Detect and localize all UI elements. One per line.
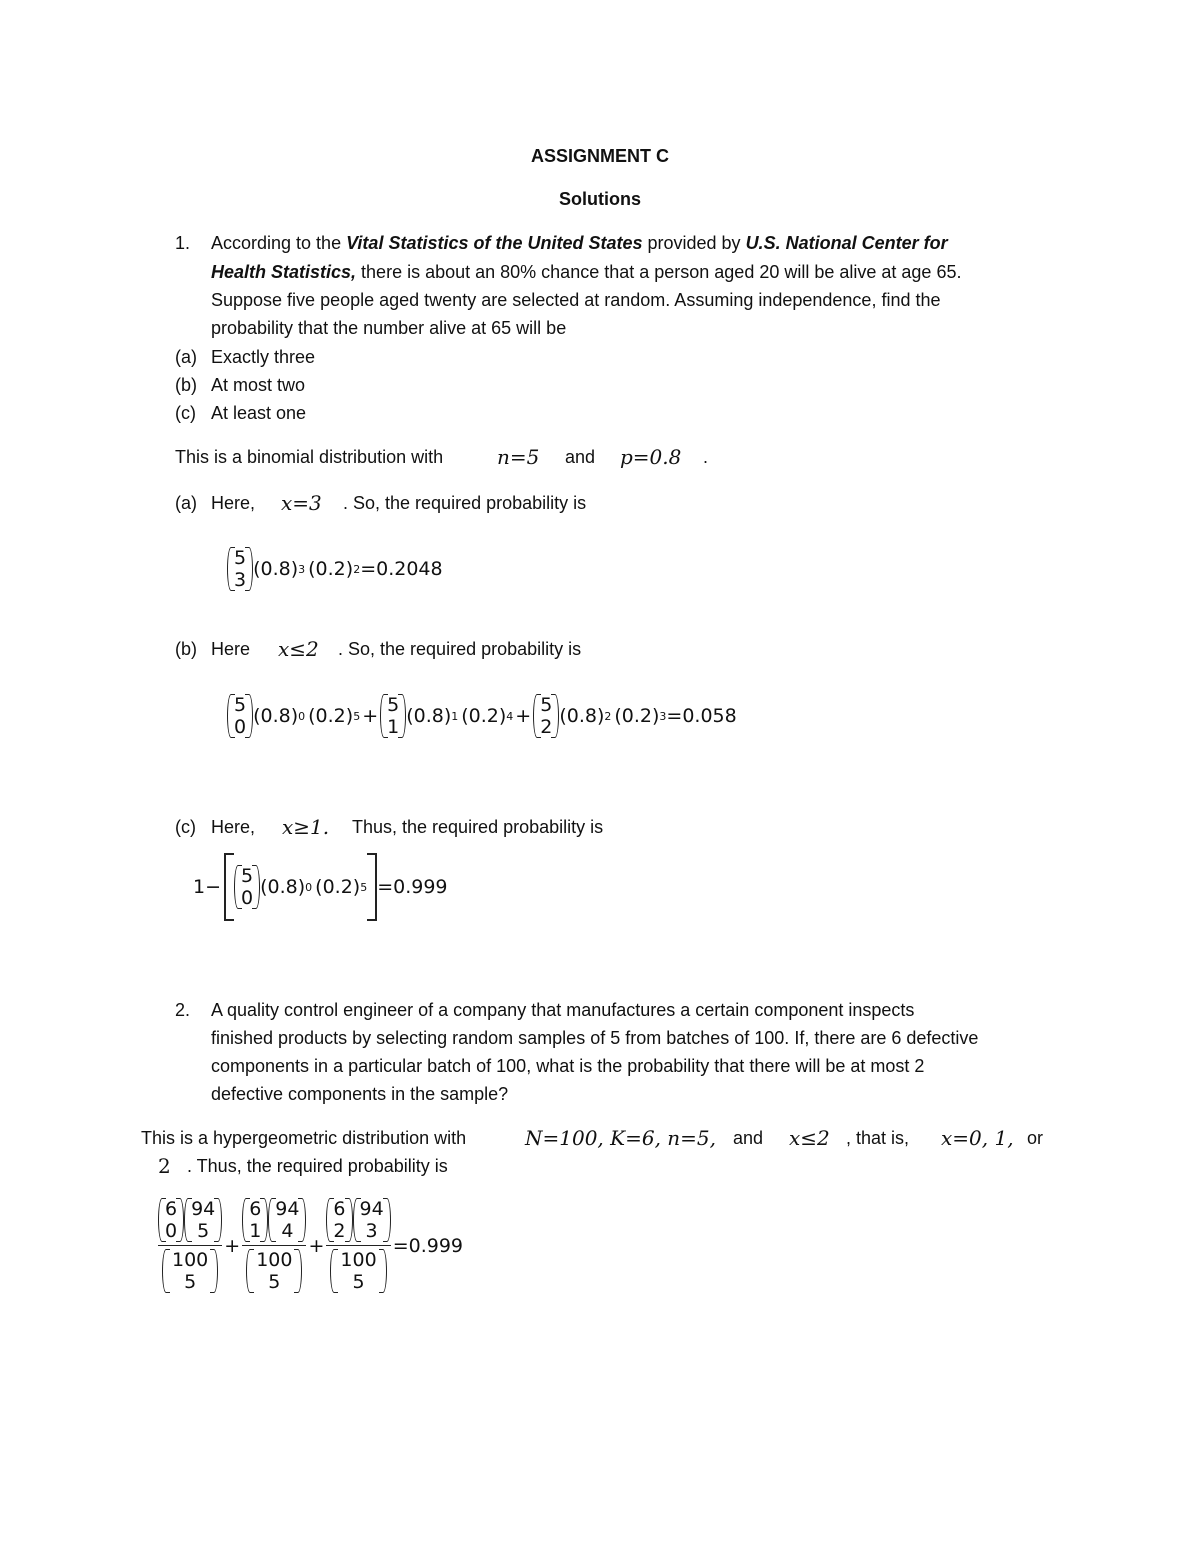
q2-intro-or: or [1027,1128,1044,1148]
q1-intro-text: This is a binomial distribution with [175,447,444,467]
q2-intro-and: and [733,1128,764,1148]
part-label: (c) [175,403,196,423]
q1-source-org: U.S. National Center for [745,233,948,253]
q1-intro-and: and [565,447,596,467]
q1a-here: Here, [211,493,256,513]
factor: (0.8) [559,705,605,727]
q1a-equation [227,547,443,591]
factor: (0.8) [253,558,299,580]
q1b-label: (b) [175,639,197,659]
q1-part-a-text: Exactly three [211,347,316,367]
q1-part-c [175,403,196,424]
binomial-coefficient: 94 5 [184,1198,222,1242]
lead-term: 1− [193,876,222,898]
page-subtitle: Solutions [559,189,641,209]
exponent: 5 [360,880,368,894]
q1c-equation [193,853,448,921]
factor: (0.8) [406,705,452,727]
fraction-term [242,1198,306,1293]
q1-line-4: probability that the number alive at 65 will be [211,318,567,338]
result: =0.058 [666,705,737,727]
q1-intro-dot: . [703,447,709,467]
exponent: 2 [604,709,612,723]
binomial-coefficient: 5 1 [380,694,406,738]
q2-intro-text: This is a hypergeometric distribution with [141,1128,467,1148]
factor: (0.8) [260,876,306,898]
q1-part-a [175,347,197,368]
q1-line-3: Suppose five people aged twenty are selected at random. Assuming independence, find the [211,290,941,310]
plus-sign: + [515,705,532,727]
q2-intro-params: N=100, K=6, n=5, [525,1126,717,1150]
factor: (0.2) [614,705,660,727]
exponent: 4 [506,709,514,723]
plus-sign: + [308,1234,325,1257]
q2-equation [158,1198,463,1293]
result: =0.999 [392,1234,464,1257]
binomial-coefficient: 100 5 [162,1249,218,1293]
q2-line-two: 2 [158,1154,171,1178]
factor: (0.2) [461,705,507,727]
q1-intro-p: p=0.8 [620,445,682,469]
factor: (0.2) [315,876,361,898]
q2-line-3: components in a particular batch of 100, what is the probability that there will be at most 2 [211,1056,925,1076]
exponent: 2 [353,562,361,576]
q1-text: there is about an 80% chance that a person aged 20 will be alive at age 65. [356,262,962,282]
left-bracket [224,853,234,921]
q1-part-b [175,375,197,396]
exponent: 0 [298,709,306,723]
q1a-condition: x=3 [281,491,322,515]
q1-line-2 [211,262,961,283]
q1c-label: (c) [175,817,196,837]
q1-part-c-text: At least one [211,403,307,423]
q2-intro-that: , that is, [846,1128,910,1148]
q1a-rest: . So, the required probability is [343,493,587,513]
plus-sign: + [224,1234,241,1257]
fraction-bar [158,1245,222,1246]
q1-number: 1. [175,233,191,253]
q1-text: provided by [642,233,746,253]
q2-intro-vals: x=0, 1, [941,1126,1014,1150]
binomial-coefficient: 6 0 [158,1198,184,1242]
plus-sign: + [362,705,379,727]
exponent: 0 [305,880,313,894]
exponent: 3 [298,562,306,576]
fraction-bar [326,1245,390,1246]
page-title: ASSIGNMENT C [530,146,669,166]
binomial-coefficient: 100 5 [330,1249,386,1293]
q1-part-b-text: At most two [211,375,306,395]
q1b-rest: . So, the required probability is [338,639,582,659]
factor: (0.2) [308,558,354,580]
q1-source-org: Health Statistics, [211,262,357,282]
q2-line-2: finished products by selecting random samples of 5 from batches of 100. If, there are 6 defective [211,1028,979,1048]
q1b-here: Here [211,639,251,659]
result: =0.2048 [360,558,443,580]
q1-text: According to the [211,233,347,253]
binomial-coefficient: 94 4 [268,1198,306,1242]
binomial-coefficient: 5 2 [533,694,559,738]
binomial-coefficient: 5 0 [234,865,260,909]
binomial-coefficient: 94 3 [353,1198,391,1242]
factor: (0.8) [253,705,299,727]
right-bracket [367,853,377,921]
binomial-coefficient: 5 3 [227,547,253,591]
q1a-label: (a) [175,493,197,513]
result: =0.999 [377,876,448,898]
q1b-condition: x≤2 [278,637,319,661]
exponent: 1 [451,709,459,723]
part-label: (a) [175,347,197,367]
q1-source-title: Vital Statistics of the United States [346,233,643,253]
fraction-bar [242,1245,306,1246]
q2-line-1: A quality control engineer of a company that manufactures a certain component inspects [211,1000,915,1020]
binomial-coefficient: 5 0 [227,694,253,738]
part-label: (b) [175,375,197,395]
factor: (0.2) [308,705,354,727]
q2-intro-cond: x≤2 [789,1126,830,1150]
binomial-coefficient: 6 1 [242,1198,268,1242]
binomial-coefficient: 100 5 [246,1249,302,1293]
q1-line-1 [211,233,948,254]
q1-intro-n: n=5 [497,445,540,469]
q2-line-4: defective components in the sample? [211,1084,509,1104]
exponent: 5 [353,709,361,723]
binomial-coefficient: 6 2 [326,1198,352,1242]
fraction-term [158,1198,222,1293]
q1c-rest: Thus, the required probability is [352,817,604,837]
exponent: 3 [659,709,667,723]
q2-line-two-rest: . Thus, the required probability is [187,1156,448,1176]
q2-number: 2. [175,1000,191,1020]
q1c-here: Here, [211,817,256,837]
fraction-term [326,1198,390,1293]
q1c-condition: x≥1. [282,815,330,839]
q1b-equation [227,694,737,738]
